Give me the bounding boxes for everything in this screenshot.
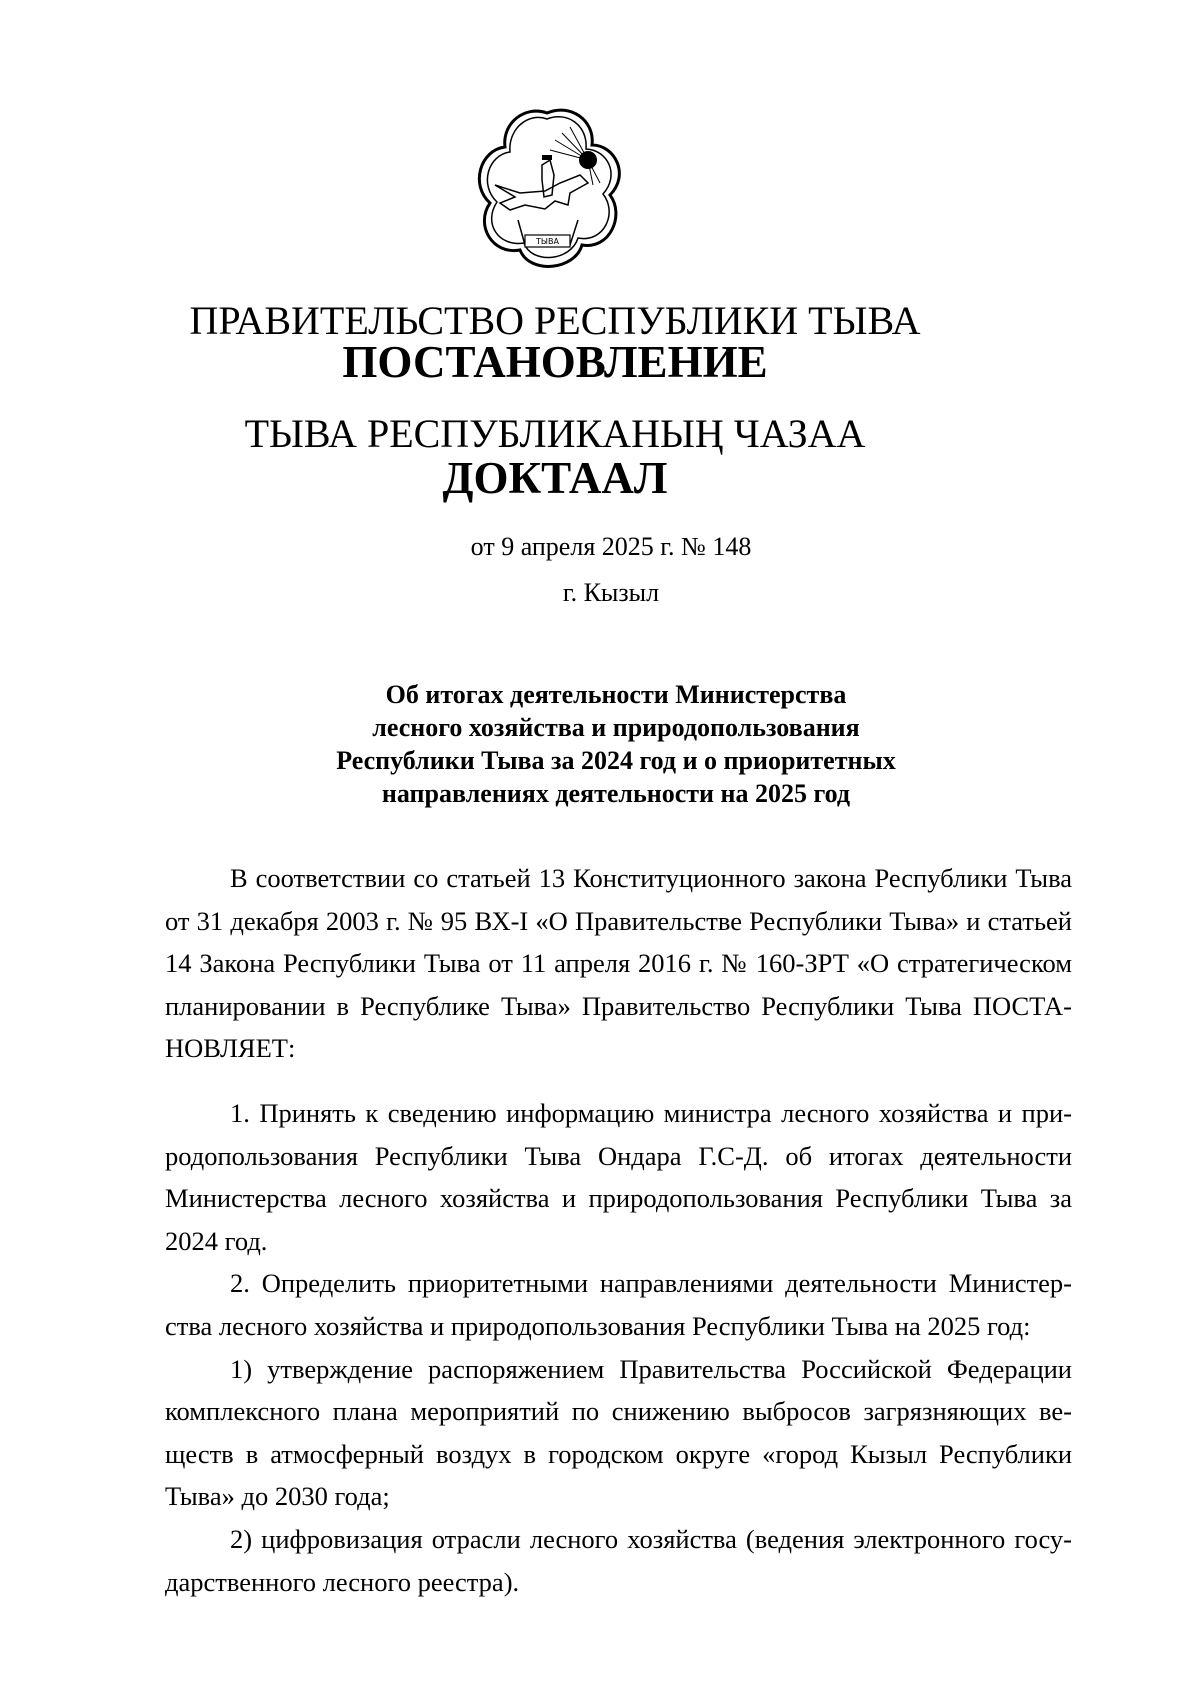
- title-line: Республики Тыва за 2024 год и о приоритетных: [336, 746, 896, 775]
- text-line: от 31 декабря 2003 г. № 95 ВХ-I «О Правительстве Республики Тыва» и статьей: [165, 905, 1072, 936]
- text-line: родопользования Республики Тыва Ондара Г.С-Д. об итогах деятельности: [165, 1140, 1072, 1171]
- title-line: лесного хозяйства и природопользования: [372, 713, 860, 742]
- text-line: Тыва» до 2030 года;: [165, 1481, 390, 1512]
- text-line: дарственного лесного реестра).: [165, 1566, 520, 1597]
- text-line: 1) утверждение распоряжением Правительства Российской Федерации: [230, 1353, 1072, 1384]
- city: г. Кызыл: [562, 578, 660, 607]
- text-line: 14 Закона Республики Тыва от 11 апреля 2016 г. № 160-ЗРТ «О стратегическом: [165, 948, 1072, 979]
- date-and-number: от 9 апреля 2025 г. № 148: [470, 532, 752, 561]
- text-line: 2. Определить приоритетными направлениями деятельности Министер-: [230, 1268, 1072, 1299]
- text-line: ществ в атмосферный воздух в городском округе «город Кызыл Республики: [165, 1438, 1072, 1469]
- text-line: 2024 год.: [165, 1225, 268, 1256]
- text-line: 1. Принять к сведению информацию министра лесного хозяйства и при-: [230, 1097, 1072, 1128]
- text-line: Министерства лесного хозяйства и природопользования Республики Тыва за: [165, 1183, 1072, 1214]
- document-title: [300, 678, 932, 810]
- paragraph: [165, 1518, 1072, 1603]
- tuva-emblem-icon: [470, 105, 625, 270]
- text-line: планировании в Республике Тыва» Правительство Республики Тыва ПОСТА-: [165, 990, 1072, 1021]
- paragraph: [165, 1092, 1072, 1262]
- paragraph: [165, 857, 1072, 1070]
- text-line: В соответствии со статьей 13 Конституционного закона Республики Тыва: [230, 863, 1072, 893]
- text-line: 2) цифровизация отрасли лесного хозяйства (ведения электронного госу-: [230, 1523, 1072, 1554]
- paragraph: [165, 1348, 1072, 1518]
- text-line: НОВЛЯЕТ:: [165, 1033, 296, 1064]
- emblem-text: ТЫВА: [536, 237, 559, 246]
- text-line: ства лесного хозяйства и природопользования Республики Тыва на 2025 год:: [165, 1310, 1031, 1341]
- paragraph: [165, 1262, 1072, 1347]
- document-type-ru: ПОСТАНОВЛЕНИЕ: [342, 337, 768, 387]
- document-body: [165, 857, 1072, 1603]
- document-type-tyv: ДОКТААЛ: [442, 453, 668, 503]
- government-name-tyv: ТЫВА РЕСПУБЛИКАНЫҢ ЧАЗАА: [244, 411, 866, 456]
- title-line: Об итогах деятельности Министерства: [385, 680, 847, 709]
- text-line: комплексного плана мероприятий по снижению выбросов загрязняющих ве-: [165, 1396, 1072, 1427]
- government-name-ru: ПРАВИТЕЛЬСТВО РЕСПУБЛИКИ ТЫВА: [189, 298, 921, 343]
- title-line: направлениях деятельности на 2025 год: [381, 779, 851, 808]
